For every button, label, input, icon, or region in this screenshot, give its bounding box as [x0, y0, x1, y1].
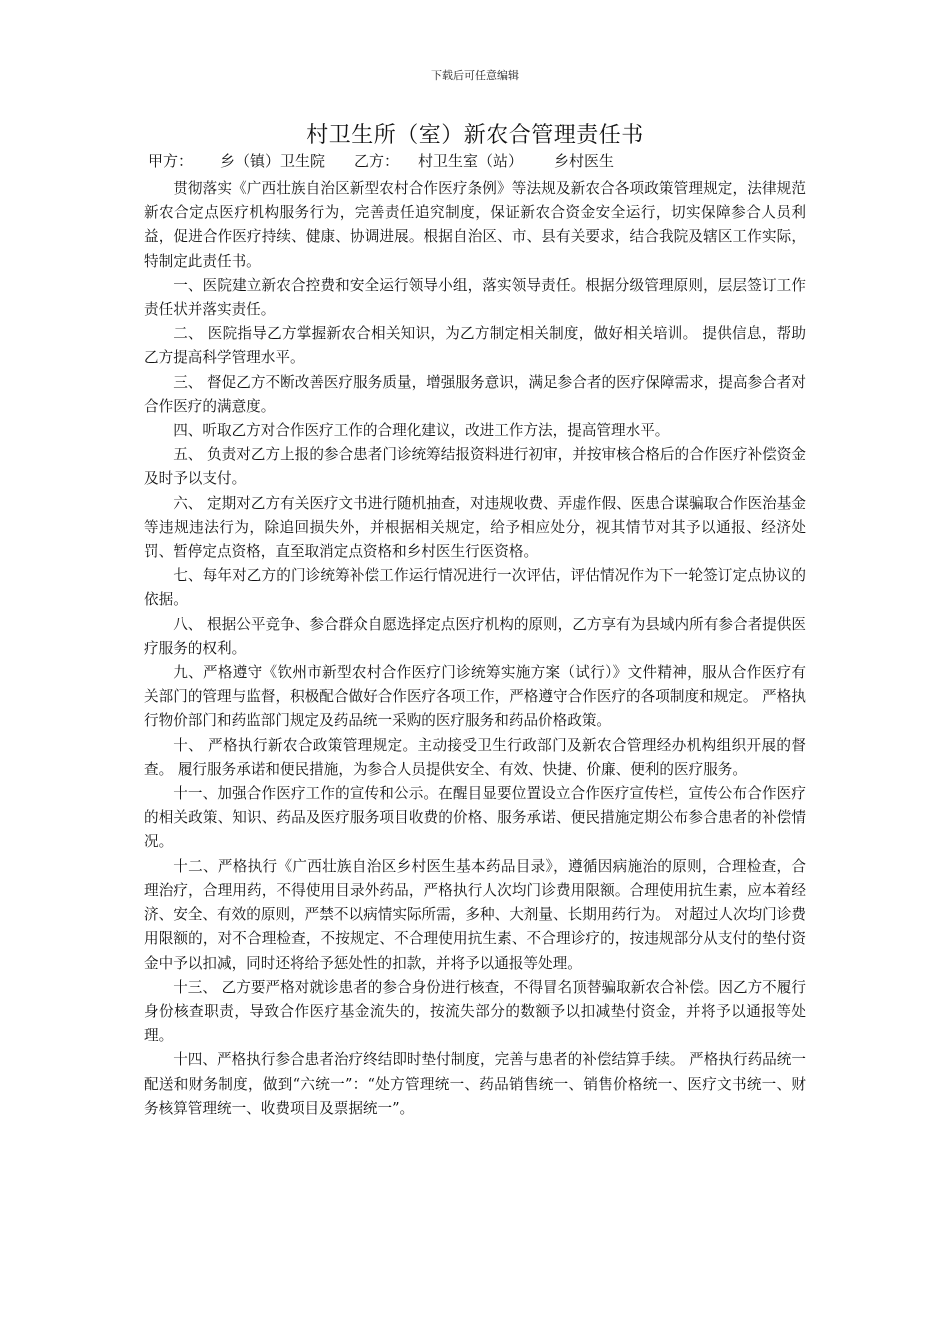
paragraph-4: 四、听取乙方对合作医疗工作的合理化建议，改进工作方法，提高管理水平。 [173, 422, 670, 440]
party-b-value: 村卫生室（站） [418, 152, 524, 170]
paragraph-5: 五、 负责对乙方上报的参合患者门诊统筹结报资料进行初审，并按审核合格后的合作医疗补偿资金及时予以支付。 [144, 446, 806, 488]
paragraph-intro: 贯彻落实《广西壮族自治区新型农村合作医疗条例》等法规及新农合各项政策管理规定，法律规范新农合定点医疗机构服务行为，完善责任追究制度，保证新农合资金安全运行，切实保障参合人员利益，促进合作医疗持续、健康、协调进展。根据自治区、市、县有关要求，结合我院及辖区工作实际，特制定此责任书。 [144, 180, 806, 270]
party-a-value: 乡（镇）卫生院 [220, 152, 326, 170]
paragraph-3: 三、 督促乙方不断改善医疗服务质量，增强服务意识，满足参合者的医疗保障需求，提高参合者对合作医疗的满意度。 [144, 373, 806, 415]
paragraph-13: 十三、 乙方要严格对就诊患者的参合身份进行核查，不得冒名顶替骗取新农合补偿。因乙方不履行身份核查职责，导致合作医疗基金流失的，按流失部分的数额予以扣减垫付资金，并将予以通报等处理。 [144, 978, 806, 1045]
parties-line [148, 151, 808, 172]
document-title: 村卫生所（室）新农合管理责任书 [306, 123, 644, 148]
paragraph-10: 十、 严格执行新农合政策管理规定。主动接受卫生行政部门及新农合管理经办机构组织开展的督查。 履行服务承诺和便民措施，为参合人员提供安全、有效、快捷、价廉、便利的医疗服务。 [144, 736, 806, 778]
paragraph-14: 十四、严格执行参合患者治疗终结即时垫付制度，完善与患者的补偿结算手续。 严格执行药品统一配送和财务制度，做到“六统一”：“处方管理统一、药品销售统一、销售价格统一、医疗文书统一、财务核算管理统一、收费项目及票据统一”。 [144, 1051, 806, 1117]
paragraph-6: 六、 定期对乙方有关医疗文书进行随机抽查，对违规收费、弄虚作假、医患合谋骗取合作医治基金等违规违法行为，除追回损失外，并根据相关规定，给予相应处分，视其情节对其予以通报、经济处罚、暂停定点资格，直至取消定点资格和乡村医生行医资格。 [144, 494, 806, 561]
paragraph-9: 九、严格遵守《钦州市新型农村合作医疗门诊统筹实施方案（试行）》文件精神，服从合作医疗有关部门的管理与监督，积极配合做好合作医疗各项工作，严格遵守合作医疗的各项制度和规定。 严格执行物价部门和药监部门规定及药品统一采购的医疗服务和药品价格政策。 [144, 664, 806, 730]
party-b-label: 乙方： [354, 152, 400, 170]
paragraph-7: 七、每年对乙方的门诊统筹补偿工作运行情况进行一次评估，评估情况作为下一轮签订定点协议的依据。 [144, 567, 806, 609]
paragraph-2: 二、 医院指导乙方掌握新农合相关知识，为乙方制定相关制度，做好相关培训。 提供信息，帮助乙方提高科学管理水平。 [144, 325, 806, 367]
header-note: 下载后可任意编辑 [431, 69, 519, 82]
paragraph-12: 十二、严格执行《广西壮族自治区乡村医生基本药品目录》，遵循因病施治的原则，合理检查，合理治疗，合理用药，不得使用目录外药品，严格执行人次均门诊费用限额。合理使用抗生素，应本着经济、安全、有效的原则，严禁不以病情实际所需，多种、大剂量、长期用药行为。 对超过人次均门诊费用限额的，对不合理检查，不按规定、不合理使用抗生素、不合理诊疗的，按违规部分从支付的垫付资金中予以扣减，同时还将给予惩处性的扣款，并将予以通报等处理。 [144, 857, 806, 972]
document-body [144, 177, 806, 1121]
paragraph-1: 一、医院建立新农合控费和安全运行领导小组，落实领导责任。根据分级管理原则，层层签订工作责任状并落实责任。 [144, 276, 806, 319]
party-a-label: 甲方： [148, 152, 194, 170]
paragraph-11: 十一、加强合作医疗工作的宣传和公示。在醒目显要位置设立合作医疗宣传栏，宣传公布合作医疗的相关政策、知识、药品及医疗服务项目收费的价格、服务承诺、便民措施定期公布参合患者的补偿情况。 [144, 785, 806, 851]
doctor-label: 乡村医生 [554, 152, 615, 170]
paragraph-8: 八、 根据公平竞争、参合群众自愿选择定点医疗机构的原则，乙方享有为县域内所有参合者提供医疗服务的权利。 [144, 615, 806, 657]
